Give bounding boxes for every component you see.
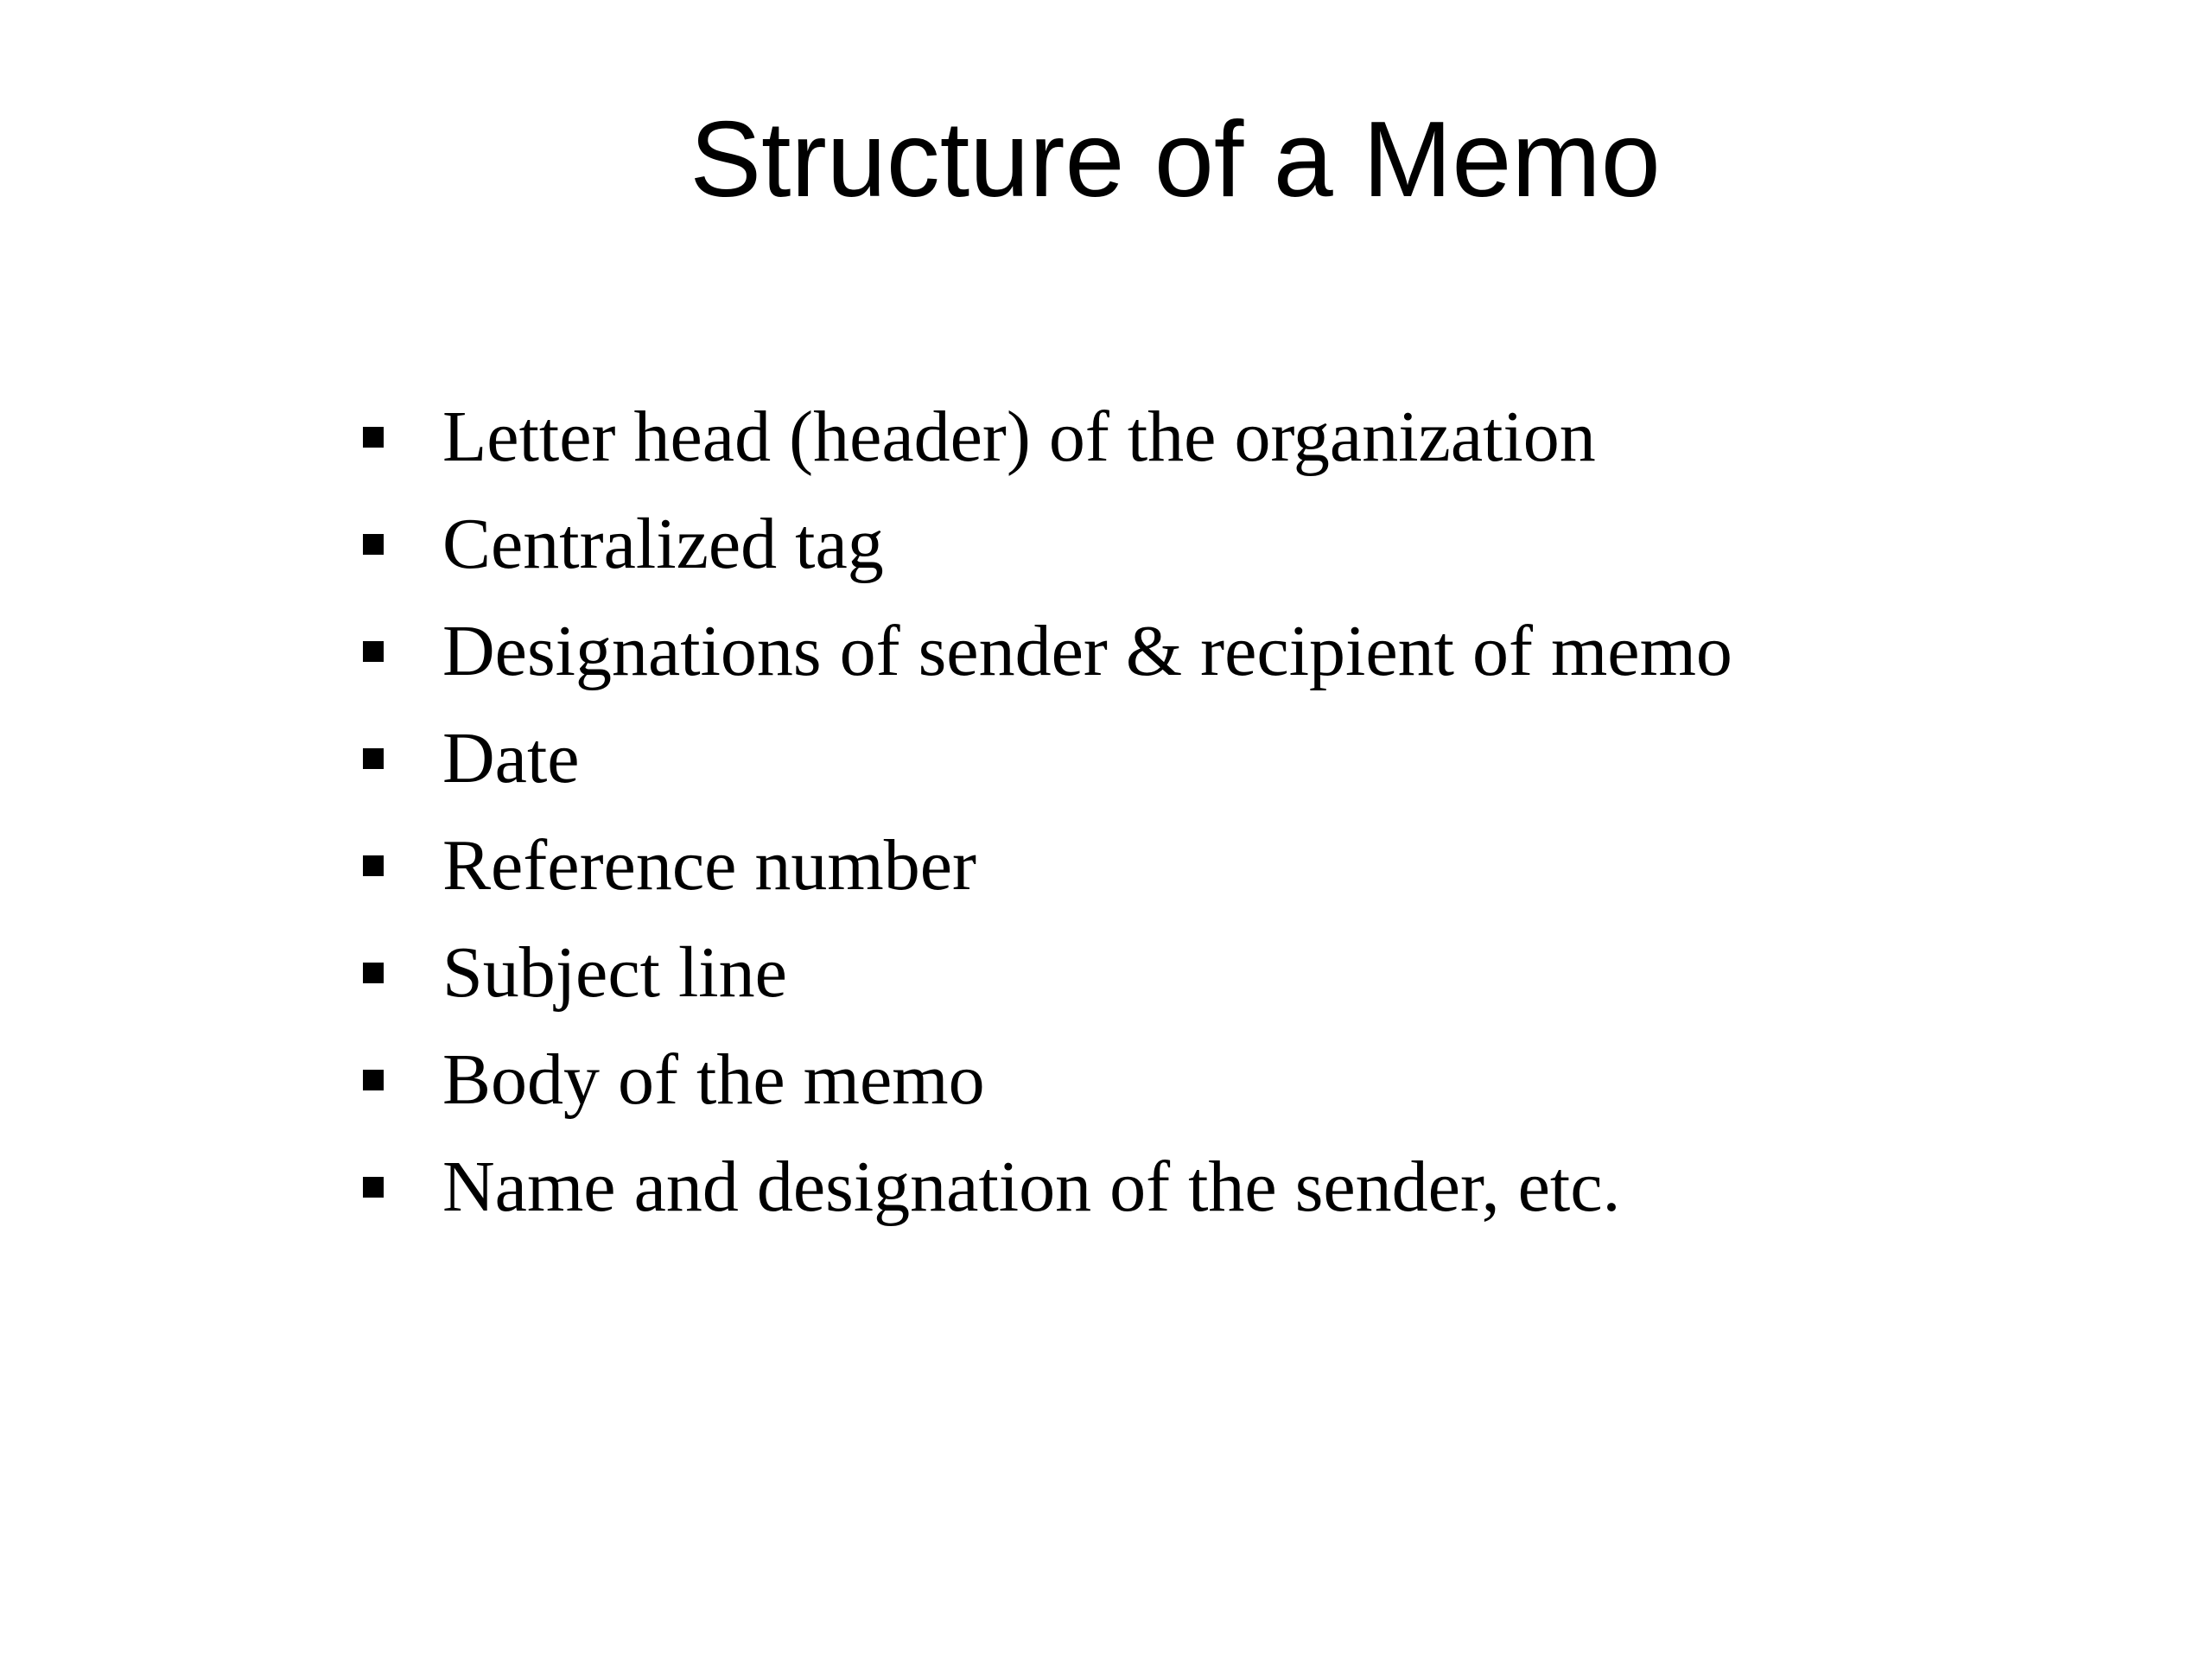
bullet-text: Subject line bbox=[442, 932, 787, 1013]
square-bullet-icon bbox=[363, 1177, 384, 1198]
square-bullet-icon bbox=[363, 427, 384, 448]
square-bullet-icon bbox=[363, 534, 384, 555]
square-bullet-icon bbox=[363, 748, 384, 769]
bullet-text: Letter head (header) of the organization bbox=[442, 397, 1596, 477]
bullet-text: Body of the memo bbox=[442, 1039, 985, 1120]
square-bullet-icon bbox=[363, 855, 384, 876]
bullet-text: Centralized tag bbox=[442, 504, 884, 584]
slide-title: Structure of a Memo bbox=[690, 100, 1661, 219]
bullet-text: Date bbox=[442, 718, 580, 798]
bullet-text: Designations of sender & recipient of memo bbox=[442, 611, 1732, 691]
square-bullet-icon bbox=[363, 1070, 384, 1090]
square-bullet-icon bbox=[363, 641, 384, 662]
square-bullet-icon bbox=[363, 963, 384, 983]
bullet-text: Name and designation of the sender, etc. bbox=[442, 1147, 1621, 1227]
bullet-text: Reference number bbox=[442, 825, 976, 906]
